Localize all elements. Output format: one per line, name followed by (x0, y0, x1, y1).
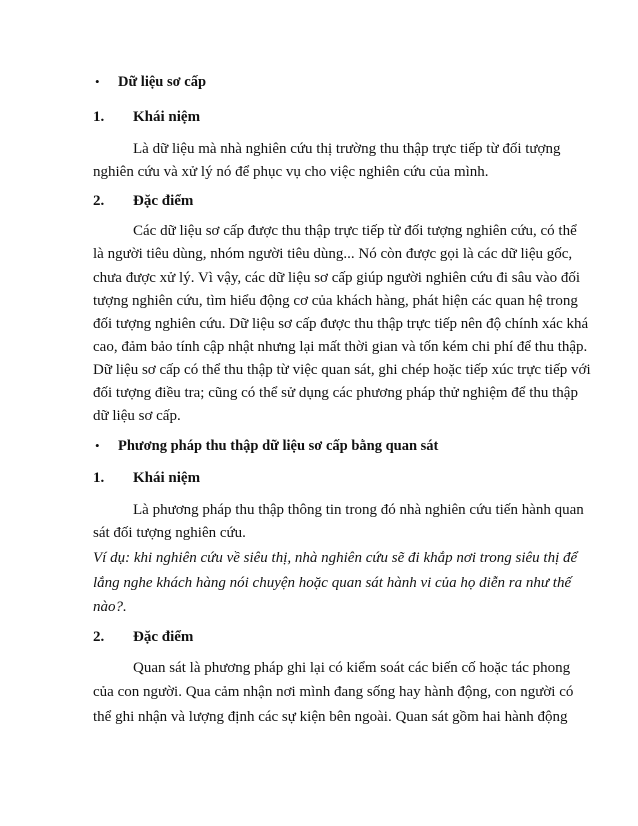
item-number: 2. (93, 193, 105, 209)
paragraph-line: Là phương pháp thu thập thông tin trong đó nhà nghiên cứu tiến hành quan (133, 502, 584, 518)
paragraph-line: Các dữ liệu sơ cấp được thu thập trực tiếp từ đối tượng nghiên cứu, có thể (133, 223, 577, 239)
bullet-icon: • (95, 438, 100, 453)
paragraph-line: dữ liệu sơ cấp. (93, 408, 181, 424)
item-number: 1. (93, 109, 105, 125)
item-heading-concept: Khái niệm (133, 109, 201, 125)
item-heading-characteristics: Đặc điểm (133, 629, 194, 645)
item-number: 1. (93, 470, 105, 486)
section-title-observation-method: Phương pháp thu thập dữ liệu sơ cấp bằng quan sát (118, 438, 439, 454)
paragraph-line: tượng nghiên cứu, tìm hiểu động cơ của khách hàng, phát hiện các quan hệ trong (93, 293, 578, 309)
paragraph-line: là người tiêu dùng, nhóm người tiêu dùng... Nó còn được gọi là các dữ liệu gốc, (93, 246, 573, 262)
paragraph-line: thể ghi nhận và lượng định các sự kiện bên ngoài. Quan sát gồm hai hành động (93, 709, 568, 725)
item-heading-characteristics: Đặc điểm (133, 193, 194, 209)
example-line: nào?. (93, 599, 127, 615)
item-heading-concept: Khái niệm (133, 470, 201, 486)
paragraph-line: của con người. Qua cảm nhận nơi mình đang sống hay hành động, con người có (93, 684, 574, 700)
paragraph-line: Là dữ liệu mà nhà nghiên cứu thị trường thu thập trực tiếp từ đối tượng (133, 141, 561, 157)
paragraph-line: chưa được xử lý. Vì vậy, các dữ liệu sơ cấp giúp người nghiên cứu đi sâu vào đối (93, 270, 581, 286)
paragraph-line: cao, đảm bảo tính cập nhật nhưng lại mất thời gian và tốn kém chi phí để thu thập. (93, 339, 588, 355)
paragraph-line: sát đối tượng nghiên cứu. (93, 525, 246, 541)
section-title-primary-data: Dữ liệu sơ cấp (118, 74, 207, 90)
example-line: lắng nghe khách hàng nói chuyện hoặc quan sát hành vi của họ diễn ra như thế (93, 575, 572, 591)
paragraph-line: Dữ liệu sơ cấp có thể thu thập từ việc quan sát, ghi chép hoặc tiếp xúc trực tiếp với (93, 362, 591, 378)
paragraph-line: đối tượng điều tra; cũng có thể sử dụng các phương pháp thử nghiệm để thu thập (93, 385, 578, 401)
paragraph-line: Quan sát là phương pháp ghi lại có kiểm soát các biến cố hoặc tác phong (133, 660, 571, 676)
paragraph-line: đối tượng nghiên cứu. Dữ liệu sơ cấp được thu thập trực tiếp nên độ chính xác khá (93, 316, 589, 332)
paragraph-line: nghiên cứu và xử lý nó để phục vụ cho việc nghiên cứu của mình. (93, 164, 489, 180)
item-number: 2. (93, 629, 105, 645)
example-line: Ví dụ: khi nghiên cứu về siêu thị, nhà nghiên cứu sẽ đi khắp nơi trong siêu thị để (93, 550, 578, 566)
bullet-icon: • (95, 74, 100, 89)
